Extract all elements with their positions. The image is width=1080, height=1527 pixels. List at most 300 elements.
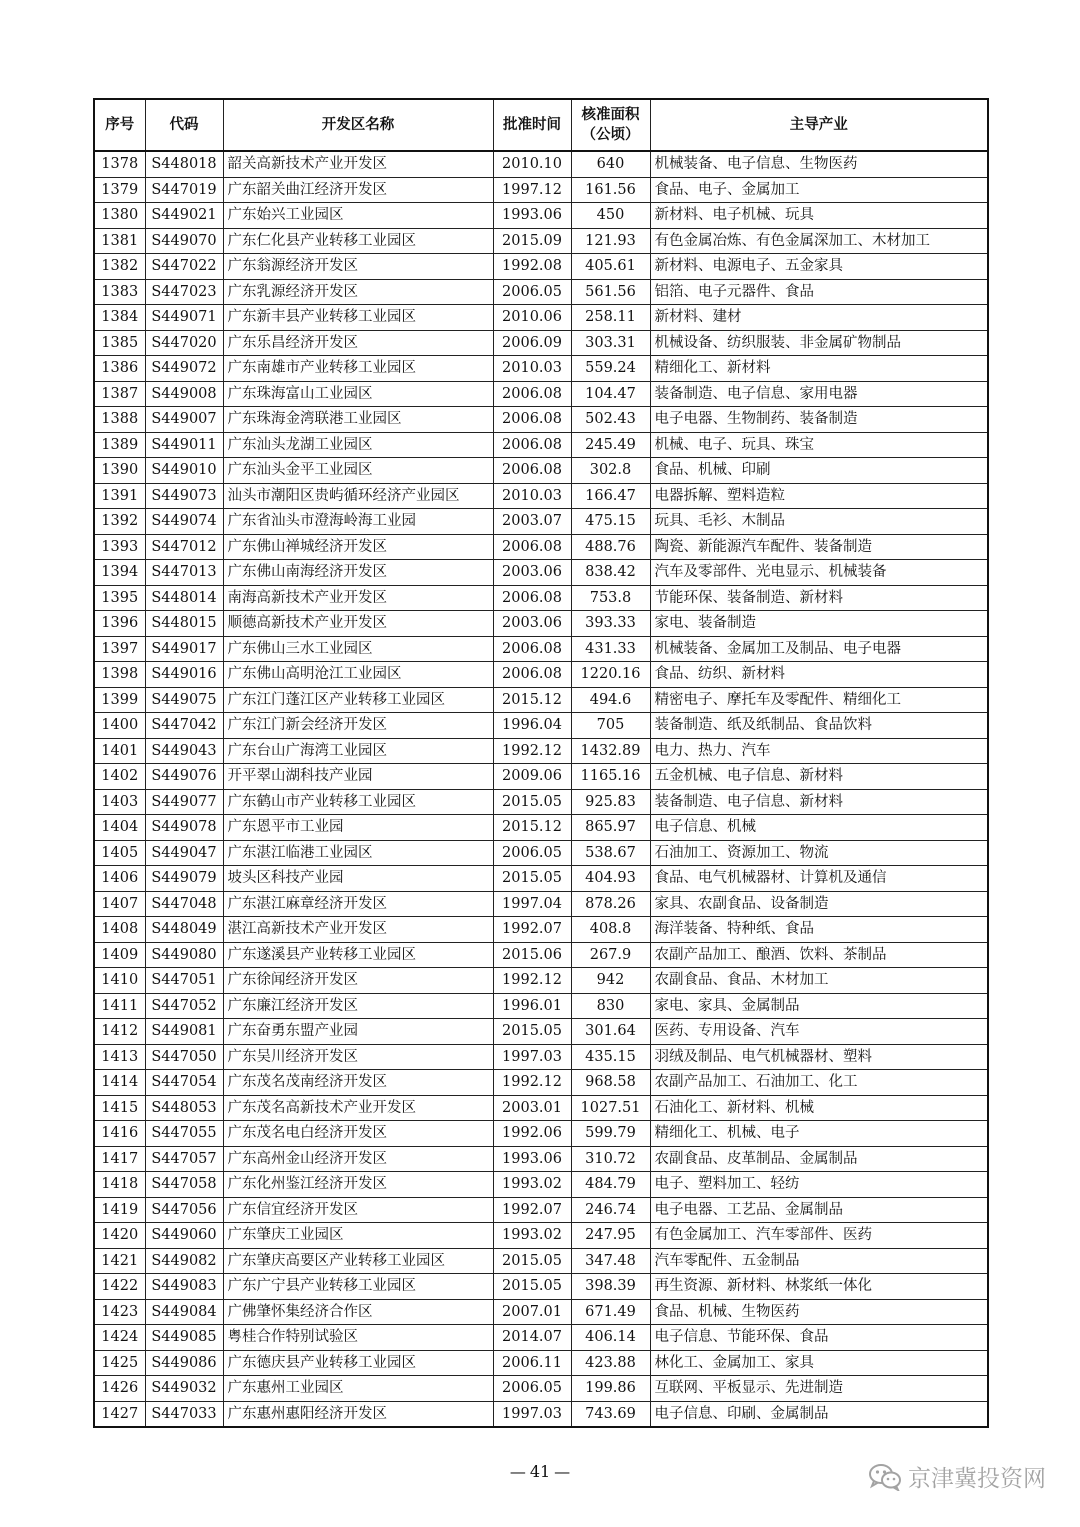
cell-name: 广东省汕头市澄海岭海工业园 [223,509,493,535]
cell-date: 2015.05 [493,1274,571,1300]
cell-date: 1992.07 [493,917,571,943]
cell-area: 502.43 [571,407,650,433]
cell-area: 431.33 [571,636,650,662]
header-area-line1: 核准面积 [581,107,640,123]
cell-area: 408.8 [571,917,650,943]
table-row [94,1044,988,1070]
cell-no: 1426 [94,1376,145,1402]
table-row [94,917,988,943]
cell-date: 1993.06 [493,203,571,229]
cell-name: 汕头市潮阳区贵屿循环经济产业园区 [223,483,493,509]
cell-industry: 家电、家具、金属制品 [650,993,988,1019]
cell-code: S449071 [145,305,223,331]
header-no: 序号 [94,99,145,151]
cell-area: 393.33 [571,611,650,637]
cell-area: 484.79 [571,1172,650,1198]
cell-no: 1416 [94,1121,145,1147]
cell-date: 2014.07 [493,1325,571,1351]
cell-industry: 农副食品、皮革制品、金属制品 [650,1146,988,1172]
cell-no: 1380 [94,203,145,229]
cell-code: S447023 [145,279,223,305]
cell-date: 2003.06 [493,611,571,637]
cell-industry: 电子信息、机械 [650,815,988,841]
cell-date: 1992.07 [493,1197,571,1223]
cell-industry: 食品、电气机械器材、计算机及通信 [650,866,988,892]
cell-code: S449047 [145,840,223,866]
cell-code: S447055 [145,1121,223,1147]
table-row [94,1274,988,1300]
cell-area: 475.15 [571,509,650,535]
cell-code: S447020 [145,330,223,356]
cell-date: 1992.12 [493,968,571,994]
cell-code: S447033 [145,1401,223,1427]
cell-name: 广东珠海富山工业园区 [223,381,493,407]
wechat-icon [868,1463,902,1491]
cell-industry: 医药、专用设备、汽车 [650,1019,988,1045]
cell-name: 广东乐昌经济开发区 [223,330,493,356]
cell-date: 1992.06 [493,1121,571,1147]
cell-no: 1411 [94,993,145,1019]
table-row [94,942,988,968]
cell-name: 广佛肇怀集经济合作区 [223,1299,493,1325]
cell-industry: 农副产品加工、酿酒、饮料、茶制品 [650,942,988,968]
cell-industry: 新材料、建材 [650,305,988,331]
cell-area: 838.42 [571,560,650,586]
cell-no: 1379 [94,177,145,203]
cell-code: S449073 [145,483,223,509]
table-row [94,151,988,177]
cell-area: 878.26 [571,891,650,917]
cell-area: 405.61 [571,254,650,280]
cell-date: 2003.01 [493,1095,571,1121]
table-row [94,407,988,433]
cell-no: 1427 [94,1401,145,1427]
cell-name: 开平翠山湖科技产业园 [223,764,493,790]
table-row [94,687,988,713]
cell-area: 199.86 [571,1376,650,1402]
cell-name: 广东佛山南海经济开发区 [223,560,493,586]
cell-industry: 电子、塑料加工、轻纺 [650,1172,988,1198]
cell-area: 1027.51 [571,1095,650,1121]
cell-code: S447056 [145,1197,223,1223]
table-row [94,1121,988,1147]
cell-area: 494.6 [571,687,650,713]
table-row [94,662,988,688]
cell-name: 广东乳源经济开发区 [223,279,493,305]
cell-code: S449078 [145,815,223,841]
cell-name: 广东广宁县产业转移工业园区 [223,1274,493,1300]
table-row [94,177,988,203]
table-row [94,1401,988,1427]
cell-industry: 电器拆解、塑料造粒 [650,483,988,509]
cell-code: S449011 [145,432,223,458]
cell-no: 1413 [94,1044,145,1070]
cell-name: 广东奋勇东盟产业园 [223,1019,493,1045]
cell-date: 2003.07 [493,509,571,535]
cell-date: 2006.08 [493,407,571,433]
cell-industry: 食品、纺织、新材料 [650,662,988,688]
cell-date: 2010.06 [493,305,571,331]
cell-code: S448018 [145,151,223,177]
table-row [94,585,988,611]
cell-no: 1400 [94,713,145,739]
cell-industry: 电力、热力、汽车 [650,738,988,764]
cell-area: 398.39 [571,1274,650,1300]
cell-no: 1405 [94,840,145,866]
cell-name: 广东惠州惠阳经济开发区 [223,1401,493,1427]
cell-industry: 互联网、平板显示、先进制造 [650,1376,988,1402]
cell-area: 671.49 [571,1299,650,1325]
cell-no: 1419 [94,1197,145,1223]
cell-area: 488.76 [571,534,650,560]
cell-code: S447012 [145,534,223,560]
cell-name: 广东茂名电白经济开发区 [223,1121,493,1147]
cell-code: S449082 [145,1248,223,1274]
table-row [94,356,988,382]
cell-code: S449076 [145,764,223,790]
cell-no: 1425 [94,1350,145,1376]
cell-name: 广东始兴工业园区 [223,203,493,229]
table-row [94,432,988,458]
cell-code: S449077 [145,789,223,815]
cell-no: 1408 [94,917,145,943]
table-row [94,968,988,994]
cell-date: 1992.12 [493,738,571,764]
cell-date: 2006.09 [493,330,571,356]
cell-area: 161.56 [571,177,650,203]
cell-date: 1992.12 [493,1070,571,1096]
table-row [94,1070,988,1096]
cell-area: 942 [571,968,650,994]
cell-code: S449081 [145,1019,223,1045]
cell-area: 640 [571,151,650,177]
cell-no: 1387 [94,381,145,407]
cell-no: 1421 [94,1248,145,1274]
cell-area: 245.49 [571,432,650,458]
table-row [94,305,988,331]
cell-code: S447013 [145,560,223,586]
header-code: 代码 [145,99,223,151]
cell-area: 559.24 [571,356,650,382]
table-row [94,203,988,229]
table-row [94,560,988,586]
cell-code: S449083 [145,1274,223,1300]
cell-code: S447042 [145,713,223,739]
cell-date: 2006.11 [493,1350,571,1376]
cell-industry: 石油化工、新材料、机械 [650,1095,988,1121]
cell-industry: 再生资源、新材料、林浆纸一体化 [650,1274,988,1300]
cell-date: 2007.01 [493,1299,571,1325]
cell-code: S449086 [145,1350,223,1376]
cell-name: 广东吴川经济开发区 [223,1044,493,1070]
cell-no: 1382 [94,254,145,280]
cell-date: 2006.05 [493,1376,571,1402]
table-row [94,891,988,917]
cell-date: 2015.06 [493,942,571,968]
cell-no: 1406 [94,866,145,892]
cell-date: 2015.05 [493,1019,571,1045]
cell-no: 1390 [94,458,145,484]
development-zone-table [93,98,989,1428]
cell-name: 广东翁源经济开发区 [223,254,493,280]
cell-no: 1392 [94,509,145,535]
table-body [94,151,988,1427]
cell-industry: 新材料、电子机械、玩具 [650,203,988,229]
cell-name: 广东台山广海湾工业园区 [223,738,493,764]
cell-code: S449072 [145,356,223,382]
cell-code: S449007 [145,407,223,433]
table-row [94,815,988,841]
cell-date: 2006.05 [493,840,571,866]
cell-no: 1417 [94,1146,145,1172]
cell-industry: 林化工、金属加工、家具 [650,1350,988,1376]
cell-no: 1412 [94,1019,145,1045]
cell-code: S447048 [145,891,223,917]
table-row [94,509,988,535]
cell-date: 1993.02 [493,1172,571,1198]
cell-area: 404.93 [571,866,650,892]
cell-area: 347.48 [571,1248,650,1274]
table-row [94,738,988,764]
cell-industry: 精密电子、摩托车及零配件、精细化工 [650,687,988,713]
cell-date: 2015.12 [493,815,571,841]
cell-no: 1424 [94,1325,145,1351]
header-name: 开发区名称 [223,99,493,151]
cell-industry: 食品、机械、生物医药 [650,1299,988,1325]
table-row [94,458,988,484]
cell-name: 广东珠海金湾联港工业园区 [223,407,493,433]
cell-area: 121.93 [571,228,650,254]
cell-industry: 汽车及零部件、光电显示、机械装备 [650,560,988,586]
cell-no: 1385 [94,330,145,356]
table-row [94,483,988,509]
cell-area: 561.56 [571,279,650,305]
cell-no: 1386 [94,356,145,382]
cell-industry: 电子信息、印刷、金属制品 [650,1401,988,1427]
cell-industry: 精细化工、机械、电子 [650,1121,988,1147]
cell-area: 450 [571,203,650,229]
table-header [94,99,988,151]
cell-no: 1415 [94,1095,145,1121]
cell-industry: 机械装备、电子信息、生物医药 [650,151,988,177]
cell-date: 2010.03 [493,356,571,382]
cell-no: 1381 [94,228,145,254]
cell-area: 1432.89 [571,738,650,764]
table-row [94,381,988,407]
cell-name: 广东高州金山经济开发区 [223,1146,493,1172]
cell-name: 广东鹤山市产业转移工业园区 [223,789,493,815]
table-row [94,1299,988,1325]
cell-no: 1423 [94,1299,145,1325]
cell-name: 湛江高新技术产业开发区 [223,917,493,943]
cell-industry: 家具、农副食品、设备制造 [650,891,988,917]
table-row [94,1325,988,1351]
cell-industry: 食品、机械、印刷 [650,458,988,484]
cell-date: 2015.05 [493,1248,571,1274]
cell-date: 2006.08 [493,662,571,688]
cell-code: S449084 [145,1299,223,1325]
cell-code: S449032 [145,1376,223,1402]
cell-no: 1383 [94,279,145,305]
cell-code: S449080 [145,942,223,968]
cell-area: 753.8 [571,585,650,611]
cell-industry: 铝箔、电子元器件、食品 [650,279,988,305]
cell-industry: 有色金属加工、汽车零部件、医药 [650,1223,988,1249]
cell-industry: 海洋装备、特种纸、食品 [650,917,988,943]
cell-area: 406.14 [571,1325,650,1351]
cell-industry: 陶瓷、新能源汽车配件、装备制造 [650,534,988,560]
cell-name: 粤桂合作特别试验区 [223,1325,493,1351]
cell-no: 1391 [94,483,145,509]
cell-name: 广东惠州工业园区 [223,1376,493,1402]
cell-area: 166.47 [571,483,650,509]
cell-industry: 家电、装备制造 [650,611,988,637]
cell-date: 2006.08 [493,381,571,407]
table-row [94,1248,988,1274]
cell-industry: 羽绒及制品、电气机械器材、塑料 [650,1044,988,1070]
cell-date: 1997.04 [493,891,571,917]
cell-industry: 节能环保、装备制造、新材料 [650,585,988,611]
table-row [94,279,988,305]
cell-no: 1418 [94,1172,145,1198]
cell-code: S447050 [145,1044,223,1070]
cell-no: 1397 [94,636,145,662]
cell-date: 1997.03 [493,1401,571,1427]
table-row [94,228,988,254]
cell-industry: 装备制造、纸及纸制品、食品饮料 [650,713,988,739]
cell-no: 1409 [94,942,145,968]
table-row [94,1146,988,1172]
cell-name: 广东德庆县产业转移工业园区 [223,1350,493,1376]
cell-code: S449070 [145,228,223,254]
cell-date: 2015.05 [493,789,571,815]
cell-area: 258.11 [571,305,650,331]
cell-name: 南海高新技术产业开发区 [223,585,493,611]
cell-industry: 装备制造、电子信息、家用电器 [650,381,988,407]
table-row [94,840,988,866]
cell-name: 广东新丰县产业转移工业园区 [223,305,493,331]
cell-no: 1384 [94,305,145,331]
cell-name: 广东肇庆高要区产业转移工业园区 [223,1248,493,1274]
cell-no: 1420 [94,1223,145,1249]
cell-name: 广东徐闻经济开发区 [223,968,493,994]
cell-code: S449074 [145,509,223,535]
cell-name: 广东廉江经济开发区 [223,993,493,1019]
table-row [94,1223,988,1249]
cell-code: S447052 [145,993,223,1019]
cell-name: 广东佛山禅城经济开发区 [223,534,493,560]
cell-code: S447019 [145,177,223,203]
cell-area: 247.95 [571,1223,650,1249]
page-number-dash-left: — [509,1462,526,1481]
cell-industry: 玩具、毛衫、木制品 [650,509,988,535]
cell-name: 坡头区科技产业园 [223,866,493,892]
cell-date: 2015.05 [493,866,571,892]
cell-area: 599.79 [571,1121,650,1147]
cell-industry: 农副产品加工、石油加工、化工 [650,1070,988,1096]
cell-code: S449079 [145,866,223,892]
cell-date: 2006.08 [493,432,571,458]
cell-industry: 电子电器、生物制药、装备制造 [650,407,988,433]
cell-date: 2006.08 [493,636,571,662]
cell-date: 2006.08 [493,534,571,560]
cell-no: 1396 [94,611,145,637]
cell-area: 1220.16 [571,662,650,688]
cell-area: 310.72 [571,1146,650,1172]
cell-code: S449008 [145,381,223,407]
table-row [94,789,988,815]
cell-name: 顺德高新技术产业开发区 [223,611,493,637]
cell-name: 广东仁化县产业转移工业园区 [223,228,493,254]
cell-code: S449021 [145,203,223,229]
cell-code: S449010 [145,458,223,484]
cell-code: S449075 [145,687,223,713]
cell-code: S448015 [145,611,223,637]
cell-no: 1402 [94,764,145,790]
cell-name: 广东汕头龙湖工业园区 [223,432,493,458]
cell-no: 1393 [94,534,145,560]
cell-no: 1395 [94,585,145,611]
cell-no: 1388 [94,407,145,433]
header-area [571,99,650,151]
cell-name: 广东湛江麻章经济开发区 [223,891,493,917]
cell-code: S448053 [145,1095,223,1121]
cell-area: 104.47 [571,381,650,407]
table-row [94,330,988,356]
cell-name: 广东茂名高新技术产业开发区 [223,1095,493,1121]
cell-name: 广东湛江临港工业园区 [223,840,493,866]
table-row [94,534,988,560]
table-row [94,1350,988,1376]
cell-area: 302.8 [571,458,650,484]
cell-code: S449060 [145,1223,223,1249]
cell-industry: 电子电器、工艺品、金属制品 [650,1197,988,1223]
cell-name: 广东恩平市工业园 [223,815,493,841]
cell-code: S447057 [145,1146,223,1172]
cell-date: 1993.02 [493,1223,571,1249]
cell-industry: 新材料、电源电子、五金家具 [650,254,988,280]
cell-area: 435.15 [571,1044,650,1070]
cell-name: 广东佛山三水工业园区 [223,636,493,662]
cell-no: 1398 [94,662,145,688]
cell-industry: 精细化工、新材料 [650,356,988,382]
cell-name: 广东肇庆工业园区 [223,1223,493,1249]
cell-date: 1996.01 [493,993,571,1019]
cell-name: 广东江门蓬江区产业转移工业园区 [223,687,493,713]
table-row [94,611,988,637]
cell-area: 246.74 [571,1197,650,1223]
cell-no: 1401 [94,738,145,764]
table-row [94,1019,988,1045]
watermark-text: 京津冀投资网 [908,1466,1046,1492]
header-date: 批准时间 [493,99,571,151]
cell-industry: 农副食品、食品、木材加工 [650,968,988,994]
table-row [94,1172,988,1198]
page-number-dash-right: — [554,1462,571,1481]
cell-date: 2010.03 [493,483,571,509]
watermark [868,1460,1046,1493]
table-row [94,993,988,1019]
cell-date: 2006.08 [493,458,571,484]
cell-area: 423.88 [571,1350,650,1376]
cell-date: 1993.06 [493,1146,571,1172]
cell-name: 广东南雄市产业转移工业园区 [223,356,493,382]
cell-name: 广东化州鉴江经济开发区 [223,1172,493,1198]
cell-industry: 食品、电子、金属加工 [650,177,988,203]
cell-name: 广东江门新会经济开发区 [223,713,493,739]
cell-date: 2003.06 [493,560,571,586]
cell-code: S448049 [145,917,223,943]
